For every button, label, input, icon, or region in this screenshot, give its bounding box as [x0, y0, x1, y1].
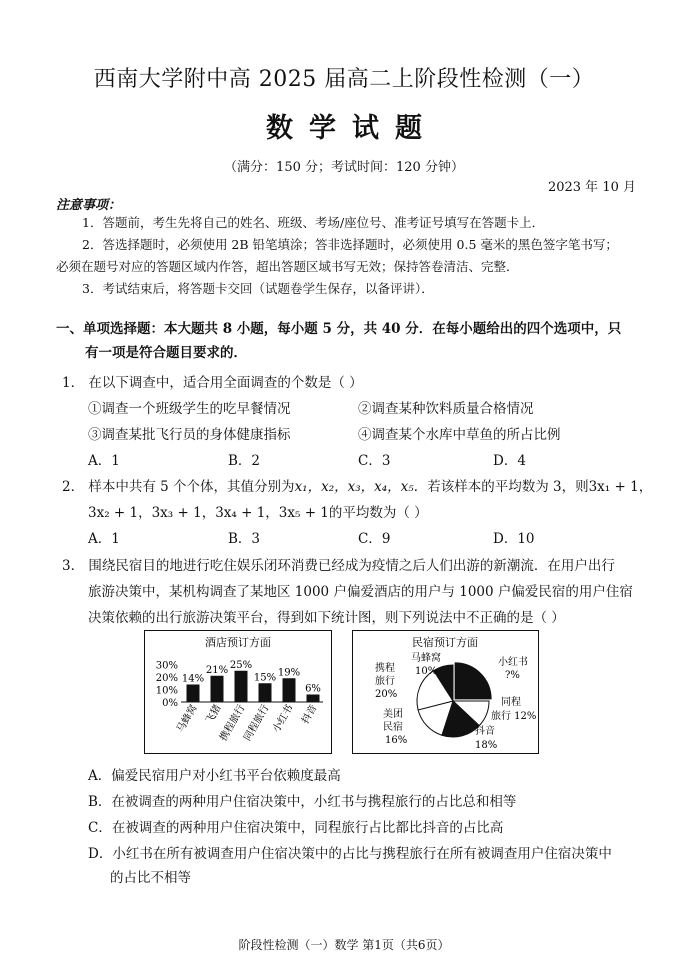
q1-stem: 1． 在以下调查中，适合用全面调查的个数是（ ）: [62, 375, 363, 391]
bar: [259, 683, 272, 702]
notice-heading: 注意事项：: [56, 198, 122, 213]
q1-option-b: B．2: [228, 453, 261, 469]
pie-chart-title: 民宿预订方面: [412, 636, 478, 649]
bar: [283, 678, 296, 702]
bar-chart-title: 酒店预订方面: [205, 636, 271, 649]
bar-ytick-label: 0%: [162, 698, 178, 709]
q3-option-c: C．在被调查的两种用户住宿决策中，同程旅行占比都比抖音的占比高: [88, 820, 504, 836]
q2-expr1: 3x₁ + 1，: [588, 479, 653, 495]
pie-label-meituan-2: 民宿: [383, 722, 403, 733]
q2-option-a: A．1: [88, 531, 120, 547]
exam-date: 2023 年 10 月: [547, 180, 636, 195]
q3-stem-line1: 3． 围绕民宿目的地进行吃住娱乐闭环消费已经成为疫情之后人们出游的新潮流．在用户出行: [62, 558, 615, 574]
homestay-pie-chart: [352, 630, 539, 754]
q3-stem-line2: 旅游决策中，某机构调查了某地区 1000 户偏爱酒店的用户与 1000 户偏爱民宿的用户住宿: [88, 584, 633, 600]
subject-title: 数学试题: [266, 113, 438, 144]
bar: [235, 671, 248, 702]
q2-option-b: B．3: [228, 531, 261, 547]
q1-item-2: ②调查某种饮料质量合格情况: [358, 401, 534, 417]
bar-ytick-label: 20%: [155, 673, 178, 684]
q2-vars: x₁，x₂，x₃，x₄，x₅: [294, 479, 414, 495]
pie-label-meituan-value: 16%: [385, 735, 408, 746]
bar-value-label: 6%: [305, 683, 321, 695]
section-heading-cont: 有一项是符合题目要求的．: [85, 345, 247, 361]
bar-value-label: 19%: [277, 667, 301, 679]
q1-item-3: ③调查某批飞行员的身体健康指标: [88, 427, 291, 443]
bar-value-label: 25%: [229, 659, 253, 671]
bar-ytick-label: 30%: [155, 660, 178, 672]
notice-item-3: 3．考试结束后，将答题卡交回（试题卷学生保存，以备评讲）．: [82, 281, 434, 296]
q2-exprs: 3x₂ + 1，3x₃ + 1，3x₄ + 1，3x₅ + 1: [88, 505, 329, 521]
q3-option-d-cont: 的占比不相等: [110, 870, 191, 886]
bar-category-label: 小红书: [271, 703, 296, 735]
q2-stem-b: ．若该样本的平均数为 3，则: [413, 479, 589, 495]
q1-item-4: ④调查某个水库中草鱼的所占比例: [358, 427, 561, 443]
pie-label-douyin: 抖音: [475, 726, 495, 737]
bar-value-label: 15%: [253, 672, 277, 684]
q2-tail: 的平均数为（ ）: [328, 505, 428, 521]
section-heading: 一、单项选择题：本大题共 8 小题，每小题 5 分，共 40 分．在每小题给出的四个选项中，只: [56, 321, 622, 337]
bar-category-label: 同程旅行: [242, 703, 272, 744]
bar-category-label: 马蜂窝: [175, 703, 200, 735]
q3-stem-line3: 决策依赖的出行旅游决策平台，得到如下统计图，则下列说法中不正确的是（ ）: [88, 610, 565, 626]
hotel-bar-chart: [144, 630, 332, 754]
bar: [187, 685, 200, 703]
pie-label-xiaohongshu: 小红书: [498, 657, 528, 668]
bar-value-label: 21%: [205, 664, 229, 676]
notice-item-2a: 2．答选择题时，必须使用 2B 铅笔填涂；答非选择题时，必须使用 0.5 毫米的黑色签字笔书写；: [82, 237, 618, 252]
bar-chart-svg: [145, 631, 331, 753]
pie-label-xiecheng: 携程: [375, 663, 395, 674]
pie-label-tongcheng-value: 旅行 12%: [491, 711, 537, 722]
pie-label-xiaohongshu-value: ?%: [505, 670, 520, 681]
pie-chart-svg: [353, 631, 538, 753]
q3-option-a: A．偏爱民宿用户对小红书平台依赖度最高: [88, 768, 341, 784]
q3-option-b: B．在被调查的两种用户住宿决策中，小红书与携程旅行的占比总和相等: [88, 794, 517, 810]
bar: [307, 695, 320, 703]
bar-category-label: 携程旅行: [218, 703, 248, 744]
pie-label-mafengwo-value: 10%: [415, 666, 438, 677]
q1-option-c: C．3: [358, 453, 391, 469]
q1-option-a: A．1: [88, 453, 120, 469]
pie-slice: [455, 663, 491, 699]
q2-option-c: C．9: [358, 531, 391, 547]
q2-option-d: D．10: [493, 531, 535, 547]
bar-value-label: 14%: [181, 673, 205, 685]
pie-label-xiecheng-value: 20%: [375, 689, 398, 700]
notice-item-1: 1．答题前，考生先将自己的姓名、班级、考场/座位号、准考证号填写在答题卡上．: [82, 215, 545, 230]
pie-label-xiecheng-2: 旅行: [375, 676, 395, 687]
notice-item-2b: 必须在题号对应的答题区域内作答，超出答题区域书写无效；保持答卷清洁、完整．: [56, 259, 519, 274]
q2-stem-line2: [88, 501, 428, 521]
q1-item-1: ①调查一个班级学生的吃早餐情况: [88, 401, 291, 417]
bar-category-label: 抖音: [300, 703, 320, 726]
pie-label-douyin-value: 18%: [475, 740, 498, 751]
exam-title: 西南大学附中高 2025 届高二上阶段性检测（一）: [93, 67, 595, 92]
pie-label-meituan: 美团: [383, 709, 403, 720]
q1-option-d: D．4: [493, 453, 526, 469]
bar-category-label: 飞猪: [204, 703, 224, 726]
page-footer: 阶段性检测（一）数学 第1页（共6页）: [238, 938, 450, 952]
bar: [211, 676, 224, 702]
q3-option-d: D．小红书在所有被调查用户住宿决策中的占比与携程旅行在所有被调查用户住宿决策中: [88, 846, 612, 862]
score-time: （满分：150 分；考试时间：120 分钟）: [224, 160, 464, 175]
pie-label-mafengwo: 马蜂窝: [411, 653, 441, 664]
bar-ytick-label: 10%: [155, 685, 178, 697]
q2-stem: [62, 475, 652, 495]
q2-stem-a: 2． 样本中共有 5 个个体，其值分别为: [62, 479, 295, 495]
pie-label-tongcheng: 同程: [501, 697, 521, 708]
